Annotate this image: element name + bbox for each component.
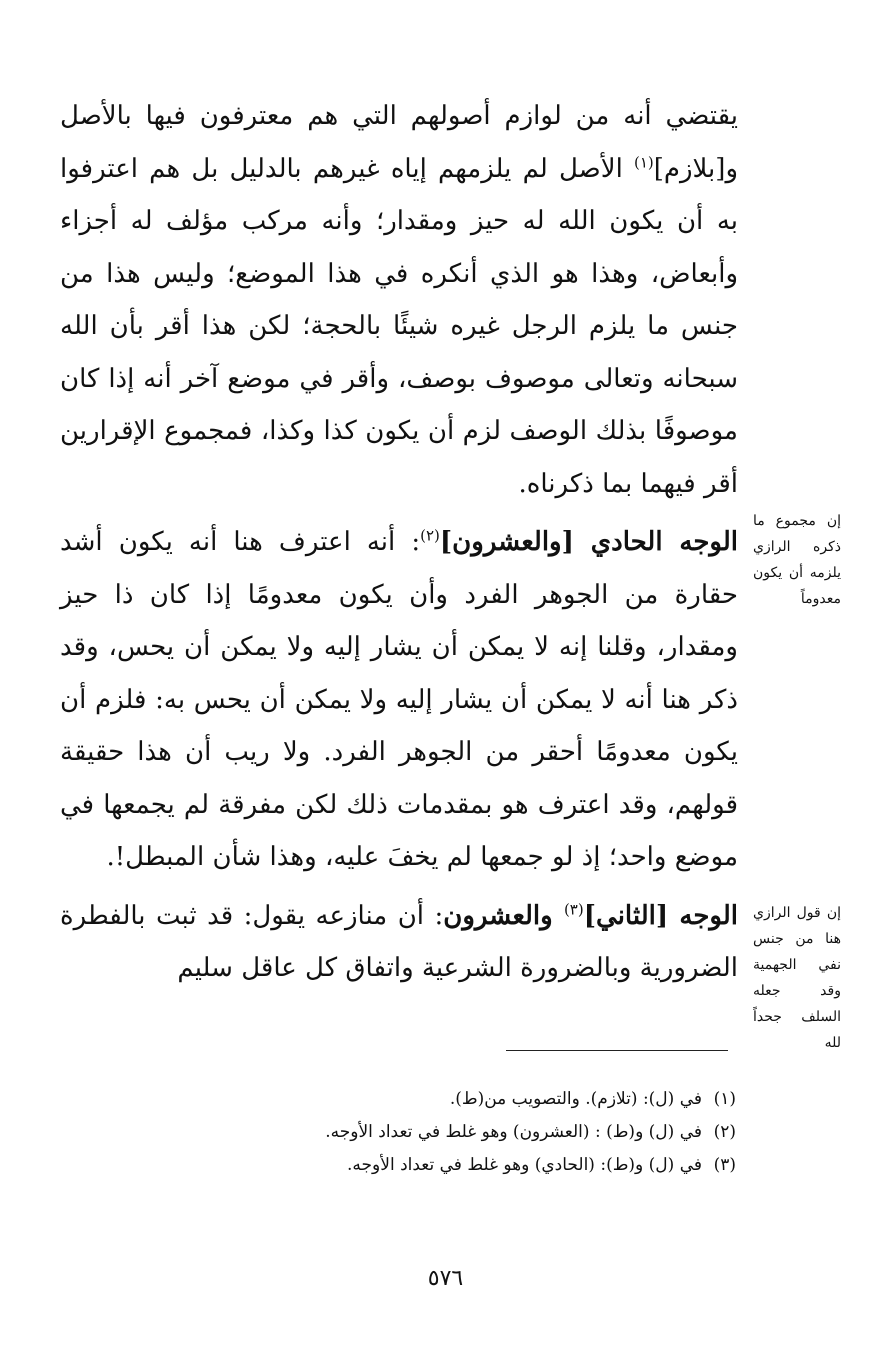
footnote-3-number: (٣) [713, 1155, 736, 1175]
footnote-ref-1: (١) [633, 152, 654, 171]
footnotes [176, 1083, 736, 1182]
footnote-1-text: في (ل): (تلازم). والتصويب من(ط). [449, 1089, 702, 1109]
paragraph-3 [60, 890, 738, 995]
margin-note-2: إن قول الرازي هنا من جنس نفي الجهمية وقد جعله السلف جحداً لله [753, 905, 841, 1051]
paragraph-1-text-a: يقتضي أنه من لوازم أصولهم التي هم معترفون فيها بالأصل و[بلازم] [60, 101, 738, 184]
paragraph-1-text-b: الأصل لم يلزمهم إياه غيرهم بالدليل بل هم اعترفوا به أن يكون الله له حيز ومقدار؛ وأنه مركب مؤلف له أجزاء وأبعاض، وهذا هو الذي أنكره في هذا الموضع؛ وليس هذا من جنس ما يلزم الرجل غيره شيئًا بالحجة؛ لكن هذا أقر بأن الله سبحانه وتعالى موصوف بوصف، وأقر في موضع آخر أنه إذا كان موصوفًا بذلك الوصف لزم أن يكون كذا وكذا، فمجموع الإقرارين أقر فيهما بما ذكرناه. [60, 153, 738, 499]
footnote-1-number: (١) [713, 1089, 736, 1109]
paragraph-2-text: : أنه اعترف هنا أنه يكون أشد حقارة من الجوهر الفرد وأن يكون معدومًا إذا كان ذا حيز ومقدار، وقلنا إنه لا يمكن أن يشار إليه ولا يمكن أن يحس، وقد ذكر هنا أنه لا يمكن أن يشار إليه ولا يمكن أن يحس به: فلزم أن يكون معدومًا أحقر من الجوهر الفرد. ولا ريب أن هذا حقيقة قولهم، وقد اعترف هو بمقدمات ذلك لكن مفرقة لم يجمعها في موضع واحد؛ إذ لو جمعها لم يخفَ عليه، وهذا شأن المبطل!. [60, 527, 738, 872]
footnote-ref-2: (٢) [420, 526, 440, 545]
page-number: ٥٧٦ [427, 1266, 464, 1291]
section-heading-22-b: والعشرون [443, 900, 564, 931]
footnote-ref-3: (٣) [563, 899, 584, 918]
footnote-3 [176, 1149, 736, 1182]
section-heading-21: الوجه الحادي [والعشرون] [439, 527, 738, 557]
paragraph-1 [60, 90, 738, 510]
footnote-2-number: (٢) [713, 1122, 736, 1142]
footnote-1 [176, 1083, 736, 1116]
footnote-2 [176, 1116, 736, 1149]
footnote-3-text: في (ل) و(ط): (الحادي) وهو غلط في تعداد الأوجه. [347, 1155, 702, 1175]
footnote-separator [506, 1050, 728, 1051]
section-heading-22-a: الوجه [الثاني] [583, 900, 738, 931]
paragraph-2 [60, 516, 738, 884]
main-text-block [60, 90, 738, 995]
footnote-2-text: في (ل) و(ط) : (العشرون) وهو غلط في تعداد الأوجه. [325, 1122, 702, 1142]
paragraph-3-text: : أن منازعه يقول: قد ثبت بالفطرة الضرورية وبالضرورة الشرعية واتفاق كل عاقل سليم [60, 900, 738, 983]
margin-note-1: إن مجموع ما ذكره الرازي يلزمه أن يكون معدوماً [753, 513, 841, 607]
